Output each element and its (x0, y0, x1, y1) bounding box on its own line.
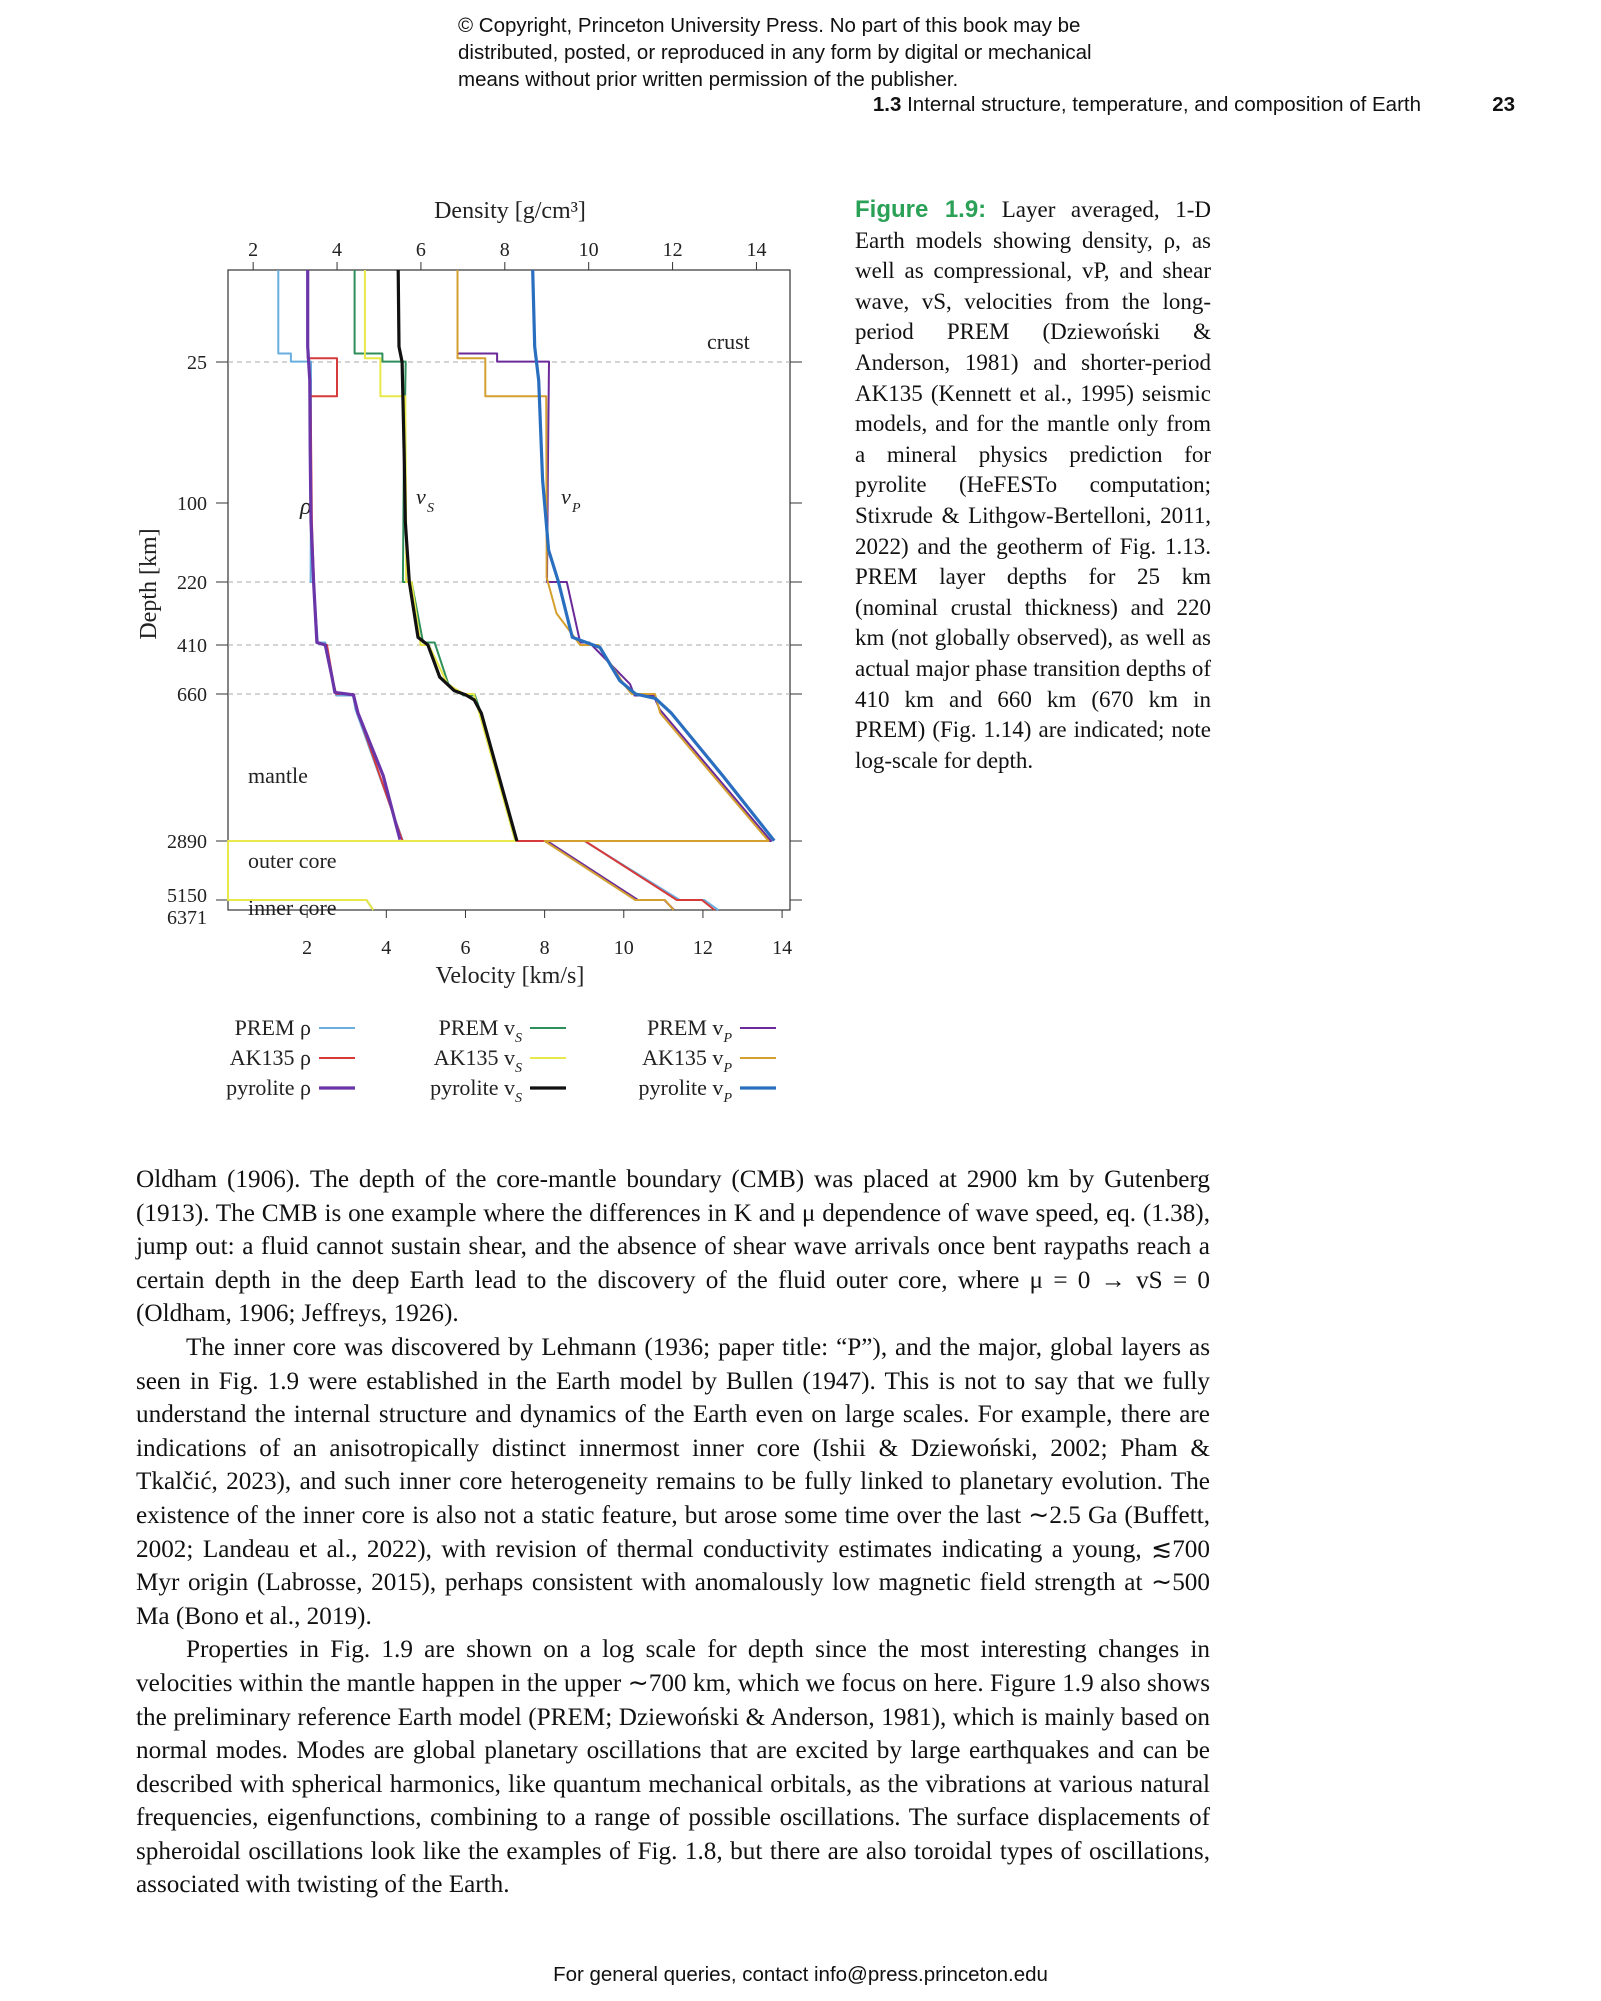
series-line-pyrolite-vp (533, 270, 775, 841)
density-tick-label: 12 (662, 239, 683, 261)
section-number: 1.3 (872, 93, 902, 116)
chart-root (136, 198, 802, 1106)
body-text (136, 1163, 1210, 1902)
series-line-ak135-vp (458, 270, 769, 910)
curve-label-vp: v (561, 484, 571, 509)
density-tick-label: 2 (248, 239, 259, 261)
depth-tick-label: 6371 (167, 907, 207, 929)
depth-tick-label: 2890 (167, 831, 207, 853)
density-tick-label: 10 (578, 239, 599, 261)
legend-entry (226, 1075, 355, 1100)
region-label-crust: crust (707, 329, 750, 354)
curve-label-vp-sub: P (572, 501, 581, 516)
copyright-line: distributed, posted, or reproduced in any form by digital or mechanical (458, 41, 1092, 64)
velocity-tick-label: 4 (381, 937, 392, 959)
series-line-prem-vs (228, 270, 515, 910)
body-paragraph: Oldham (1906). The depth of the core-mantle boundary (CMB) was placed at 2900 km by Gutenberg (1913). The CMB is one example where the differences in K and μ dependence of wave speed, eq. (1.38), jump out: a fluid cannot sustain shear, and the absence of shear wave arrivals once bent raypaths reach a certain depth in the deep Earth lead to the discovery of the fluid outer core, where μ = 0 → vS = 0 (Oldham, 1906; Jeffreys, 1926). (136, 1166, 1210, 1328)
series-line-pyrolite (308, 270, 400, 840)
legend-entry (647, 1015, 776, 1046)
legend-label: pyrolite $v_S$ (430, 1075, 522, 1106)
copyright-line: © Copyright, Princeton University Press. No part of this book may be (458, 14, 1081, 37)
figure-caption (855, 195, 1211, 776)
depth-tick-label: 25 (187, 352, 207, 374)
legend-entry (235, 1015, 355, 1040)
legend-entry (642, 1045, 776, 1076)
depth-tick-label: 660 (177, 684, 207, 706)
body-paragraph: Properties in Fig. 1.9 are shown on a log scale for depth since the most interesting changes in velocities within the mantle happen in the upper ∼700 km, which we focus on here. Figure 1.9 also shows the preliminary reference Earth model (PREM; Dziewoński & Anderson, 1981), which is mainly based on normal modes. Modes are global planetary oscillations that are excited by large earthquakes and can be described with spherical harmonics, like quantum mechanical orbitals, as the vibrations at various natural frequencies, eigenfunctions, combining to a range of possible oscillations. The surface displacements of spheroidal oscillations look like the examples of Fig. 1.8, but there are also toroidal types of oscillations, associated with twisting of the Earth. (136, 1636, 1210, 1899)
legend-label: AK135 $v_S$ (433, 1045, 522, 1076)
depth-tick-label: 5150 (167, 885, 207, 907)
region-label-mantle: mantle (248, 763, 308, 788)
curve-label-rho: ρ (300, 494, 312, 520)
legend-entry (434, 1045, 566, 1076)
legend-entry (439, 1015, 566, 1046)
curve-label-vs: v (416, 484, 426, 509)
copyright-line: means without prior written permission of the publisher. (458, 68, 959, 91)
legend-label: pyrolite $v_P$ (638, 1075, 732, 1106)
legend-label: pyrolite ρ (226, 1075, 311, 1100)
series-line-prem (278, 270, 718, 910)
velocity-tick-label: 2 (302, 937, 313, 959)
velocity-tick-label: 14 (772, 937, 793, 959)
velocity-axis-label: Velocity [km/s] (435, 963, 585, 989)
depth-tick-label: 410 (177, 635, 207, 657)
legend-entry (230, 1045, 355, 1070)
velocity-tick-label: 6 (460, 937, 471, 959)
legend-label: AK135 ρ (229, 1045, 311, 1070)
density-axis-label: Density [g/cm³] (434, 198, 586, 224)
body-paragraph: The inner core was discovered by Lehmann (1936; paper title: “P”), and the major, global layers as seen in Fig. 1.9 were established in the Earth model by Bullen (1947). This is not to say that we fully understand the internal structure and dynamics of the Earth even on large scales. For example, there are indications of an anisotropically distinct innermost inner core (Ishii & Dziewoński, 2002; Pham & Tkalčić, 2023), and such inner core heterogeneity remains to be fully linked to planetary evolution. The existence of the inner core is also not a static feature, but arose some time over the last ∼2.5 Ga (Buffett, 2002; Landeau et al., 2022), with revision of thermal conductivity estimates indicating a young, ≲700 Myr origin (Labrosse, 2015), perhaps consistent with anomalously low magnetic field strength at ∼500 Ma (Bono et al., 2019). (136, 1333, 1210, 1630)
legend-label: PREM $v_S$ (438, 1015, 522, 1046)
section-title: Internal structure, temperature, and composition of Earth (907, 93, 1421, 116)
region-label-outer-core: outer core (248, 848, 337, 873)
density-tick-label: 6 (415, 239, 426, 261)
legend-label: PREM ρ (234, 1015, 311, 1040)
velocity-tick-label: 10 (613, 937, 634, 959)
legend-entry (639, 1075, 777, 1106)
region-label-inner-core: inner core (248, 895, 337, 920)
page-footer: For general queries, contact info@press.princeton.edu (553, 1963, 1048, 1986)
page-number: 23 (1492, 93, 1515, 116)
curve-label-vs-sub: S (427, 501, 434, 516)
legend-label: AK135 $v_P$ (642, 1045, 732, 1076)
density-tick-label: 14 (746, 239, 767, 261)
series-line-prem-vp (458, 270, 772, 910)
figure-caption-text: Layer averaged, 1-D Earth models showing density, ρ, as well as compressional, vP, and shear wave, vS, velocities from the long-period PREM (Dziewoński & Anderson, 1981) and shorter-period AK135 (Kennett et al., 1995) seismic models, and for the mantle only from a mineral physics prediction for pyrolite (HeFESTo computation; Stixrude & Lithgow-Bertelloni, 2011, 2022) and the geotherm of Fig. 1.13. PREM layer depths for 25 km (nominal crustal thickness) and 220 km (not globally observed), as well as actual major phase transition depths of 410 km and 660 km (670 km in PREM) (Fig. 1.14) are indicated; note log-scale for depth. (855, 197, 1211, 773)
series-line-ak135 (308, 270, 715, 910)
figure-caption-label: Figure 1.9: (855, 196, 987, 223)
density-tick-label: 4 (332, 239, 343, 261)
series-line-ak135-vs (228, 270, 515, 910)
legend-label: PREM $v_P$ (647, 1015, 732, 1046)
density-tick-label: 8 (499, 239, 510, 261)
depth-axis-label: Depth [km] (136, 528, 162, 640)
legend-entry (430, 1075, 566, 1106)
depth-tick-label: 100 (177, 493, 207, 515)
velocity-tick-label: 8 (539, 937, 550, 959)
depth-tick-label: 220 (177, 572, 207, 594)
velocity-tick-label: 12 (692, 937, 713, 959)
